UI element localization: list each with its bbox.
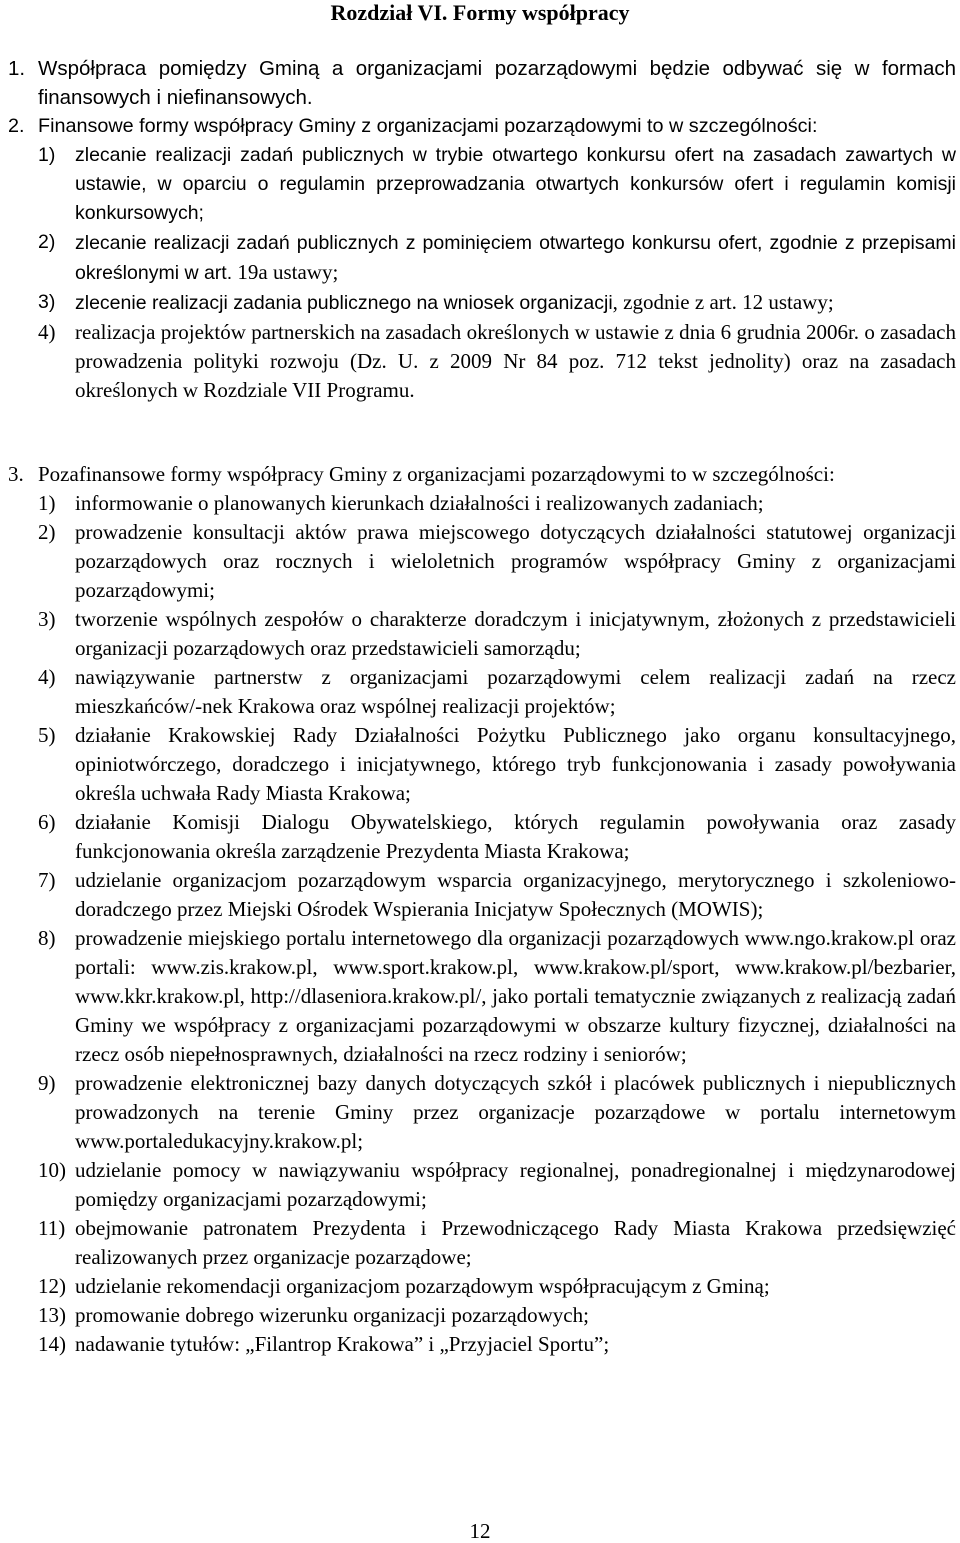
list-item-text: tworzenie wspólnych zespołów o charakterze doradczym i inicjatywnym, złożonych z przedstawicieli organizacji pozarządowych oraz przedstawicieli samorządu; xyxy=(75,607,956,660)
list-item xyxy=(0,1069,960,1156)
list-item-number: 14) xyxy=(38,1332,66,1356)
list-item-text-mid: , zgodnie z art. xyxy=(612,290,737,314)
paragraph-1-body: Współpraca pomiędzy Gminą a organizacjami pozarządowymi będzie odbywać się w formach finansowych i niefinansowych. xyxy=(38,57,956,109)
list-item xyxy=(0,605,960,663)
list-item-number: 2) xyxy=(38,231,56,253)
list-item-number: 13) xyxy=(38,1303,66,1327)
list-item-text: udzielanie rekomendacji organizacjom pozarządowym współpracującym z Gminą; xyxy=(75,1274,770,1298)
list-item xyxy=(0,1272,960,1301)
list-item-number: 8) xyxy=(38,926,56,950)
list-item xyxy=(0,924,960,1069)
list-item-text: zlecanie realizacji zadań publicznych z pominięciem otwartego konkursu ofert, zgodnie z przepisami określonymi w art. xyxy=(75,232,956,284)
list-item-number: 6) xyxy=(38,810,56,834)
list-item-text: prowadzenie miejskiego portalu internetowego dla organizacji pozarządowych www.ngo.krakow.pl oraz portali: www.zis.krakow.pl, www.sport.krakow.pl, www.krakow.pl/sport, www.krakow.pl/bezbarier, www.kkr.krakow.pl, http://dlaseniora.krakow.pl/, jako portali tematycznie związanych z realizacją zadań Gminy we współpracy z organizacjami pozarządowymi w obszarze kultury fizycznej, działalności na rzecz osób niepełnosprawnych, działalności na rzecz rodziny i seniorów; xyxy=(75,926,956,1066)
list-item-number: 7) xyxy=(38,868,56,892)
paragraph-3-intro xyxy=(0,460,960,489)
list-item xyxy=(0,663,960,721)
list-item xyxy=(0,1156,960,1214)
list-item xyxy=(0,808,960,866)
paragraph-2-number: 2. xyxy=(8,115,25,137)
list-item xyxy=(0,141,960,228)
list-item-text: działanie Krakowskiej Rady Działalności Pożytku Publicznego jako organu konsultacyjnego, opiniotwórczego, doradczego i inicjatywnego, którego tryb funkcjonowania i zasady powoływania określa uchwała Rady Miasta Krakowa; xyxy=(75,723,956,805)
paragraph-2-intro xyxy=(0,112,960,141)
paragraph-1-text xyxy=(0,54,960,112)
paragraph-2 xyxy=(0,112,960,405)
list-item xyxy=(0,1214,960,1272)
list-item xyxy=(0,866,960,924)
list-item xyxy=(0,721,960,808)
paragraph-3-number: 3. xyxy=(8,462,24,486)
paragraph-3 xyxy=(0,460,960,1359)
list-item-number: 1) xyxy=(38,491,56,515)
paragraph-3-intro-text: Pozafinansowe formy współpracy Gminy z organizacjami pozarządowymi to w szczególności: xyxy=(38,462,835,486)
list-item-number: 4) xyxy=(38,665,56,689)
list-item-text: zlecanie realizacji zadań publicznych w trybie otwartego konkursu ofert na zasadach zawartych w ustawie, w oparciu o regulamin przeprowadzania otwartych konkursów ofert i regulamin komisji konkursowych; xyxy=(75,144,956,224)
list-item-text: udzielanie organizacjom pozarządowym wsparcia organizacyjnego, merytorycznego i szkoleniowo-doradczego przez Miejski Ośrodek Wspierania Inicjatyw Społecznych (MOWIS); xyxy=(75,868,956,921)
list-item-text: realizacja projektów partnerskich na zasadach określonych w ustawie z dnia 6 grudnia 2006r. o zasadach prowadzenia polityki rozwoju (Dz. U. z 2009 Nr 84 poz. 712 tekst jednolity) oraz na zasadach określonych w Rozdziale VII Programu. xyxy=(75,320,956,402)
list-item-text: działanie Komisji Dialogu Obywatelskiego, których regulamin powoływania oraz zasady funkcjonowania określa zarządzenie Prezydenta Miasta Krakowa; xyxy=(75,810,956,863)
page-number: 12 xyxy=(469,1519,491,1543)
list-item xyxy=(0,489,960,518)
list-item-text: prowadzenie konsultacji aktów prawa miejscowego dotyczących działalności statutowej organizacji pozarządowych oraz rocznych i wieloletnich programów współpracy Gminy z organizacjami pozarządowymi; xyxy=(75,520,956,602)
list-item xyxy=(0,228,960,288)
list-item-number: 9) xyxy=(38,1071,56,1095)
list-item xyxy=(0,518,960,605)
list-item-number: 1) xyxy=(38,144,56,166)
list-item-number: 2) xyxy=(38,520,56,544)
list-item xyxy=(0,318,960,405)
list-item xyxy=(0,1301,960,1330)
list-item-number: 4) xyxy=(38,320,56,344)
list-item-text: obejmowanie patronatem Prezydenta i Przewodniczącego Rady Miasta Krakowa przedsięwzięć realizowanych przez organizacje pozarządowe; xyxy=(75,1216,956,1269)
list-item-number: 12) xyxy=(38,1274,66,1298)
list-item-number: 3) xyxy=(38,291,56,313)
list-item-text-serif: 12 ustawy; xyxy=(736,290,834,314)
list-item-text: informowanie o planowanych kierunkach działalności i realizowanych zadaniach; xyxy=(75,491,764,515)
list-item-text: prowadzenie elektronicznej bazy danych dotyczących szkół i placówek publicznych i niepublicznych prowadzonych na terenie Gminy przez organizacje pozarządowe w portalu internetowym www.portaledukacyjny.krakow.pl; xyxy=(75,1071,956,1153)
paragraph-1-number: 1. xyxy=(8,57,26,80)
list-item-number: 5) xyxy=(38,723,56,747)
list-item-text: udzielanie pomocy w nawiązywaniu współpracy regionalnej, ponadregionalnej i międzynarodowej pomiędzy organizacjami pozarządowymi; xyxy=(75,1158,956,1211)
paragraph-1 xyxy=(0,54,960,112)
list-item-text: promowanie dobrego wizerunku organizacji pozarządowych; xyxy=(75,1303,589,1327)
list-item xyxy=(0,288,960,318)
list-item-text-serif: 19a ustawy; xyxy=(232,260,339,284)
list-item-text: zlecenie realizacji zadania publicznego na wniosek organizacji xyxy=(75,292,613,314)
list-item-number: 3) xyxy=(38,607,56,631)
list-item-number: 10) xyxy=(38,1158,66,1182)
list-item-text: nawiązywanie partnerstw z organizacjami pozarządowymi celem realizacji zadań na rzecz mieszkańców/-nek Krakowa oraz wspólnej realizacji projektów; xyxy=(75,665,956,718)
list-item xyxy=(0,1330,960,1359)
chapter-heading: Rozdział VI. Formy współpracy xyxy=(330,0,630,25)
list-item-text: nadawanie tytułów: „Filantrop Krakowa” i „Przyjaciel Sportu”; xyxy=(75,1332,610,1356)
paragraph-2-intro-text: Finansowe formy współpracy Gminy z organizacjami pozarządowymi to w szczególności: xyxy=(38,115,818,137)
list-item-number: 11) xyxy=(38,1216,66,1240)
